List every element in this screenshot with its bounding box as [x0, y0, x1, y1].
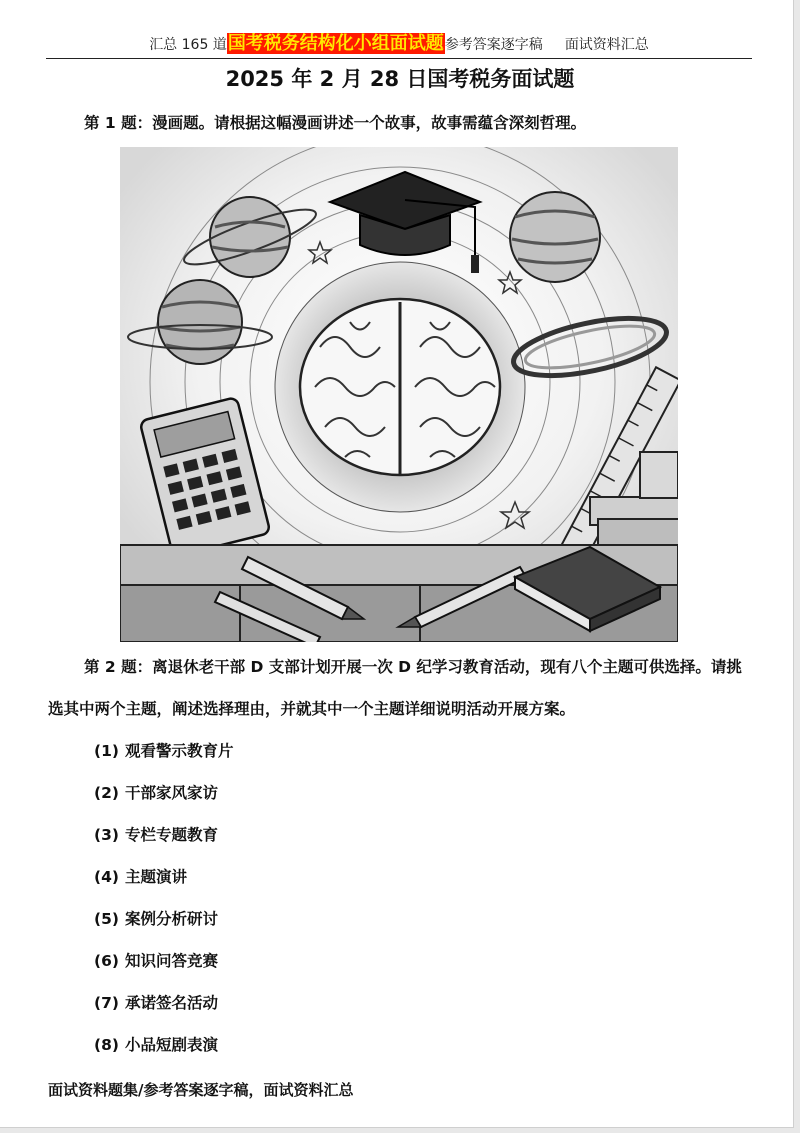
header-after: 参考答案逐字稿: [444, 37, 543, 53]
option-list: [94, 730, 233, 1066]
list-item: (4) 主题演讲: [94, 868, 187, 886]
page-footer: 面试资料题集/参考答案逐字稿，面试资料汇总: [48, 1081, 354, 1099]
header-right: 面试资料汇总: [564, 37, 649, 53]
header-highlight: 国考税务结构化小组面试题: [227, 33, 444, 54]
question-1: 第 1 题：漫画题。请根据这幅漫画讲述一个故事，故事需蕴含深刻哲理。: [84, 114, 587, 132]
list-item: (7) 承诺签名活动: [94, 994, 218, 1012]
question-2: 第 2 题：离退休老干部 D 支部计划开展一次 D 纪学习教育活动，现有八个主题可供选择。请挑选其中两个主题，阐述选择理由，并就其中一个主题详细说明活动开展方案。: [48, 658, 742, 718]
list-item: (6) 知识问答竞赛: [94, 952, 218, 970]
header-prefix: 汇总 165 道: [149, 37, 227, 53]
planet-icon: [510, 192, 600, 282]
cartoon-illustration: [120, 147, 678, 642]
list-item: (3) 专栏专题教育: [94, 826, 218, 844]
list-item: (1) 观看警示教育片: [94, 742, 234, 760]
brain-icon: [300, 299, 500, 475]
page-header: [46, 30, 752, 59]
list-item: (2) 干部家风家访: [94, 784, 218, 802]
list-item: (8) 小品短剧表演: [94, 1036, 218, 1054]
page-title: 2025 年 2 月 28 日国考税务面试题: [225, 67, 575, 91]
list-item: (5) 案例分析研讨: [94, 910, 218, 928]
